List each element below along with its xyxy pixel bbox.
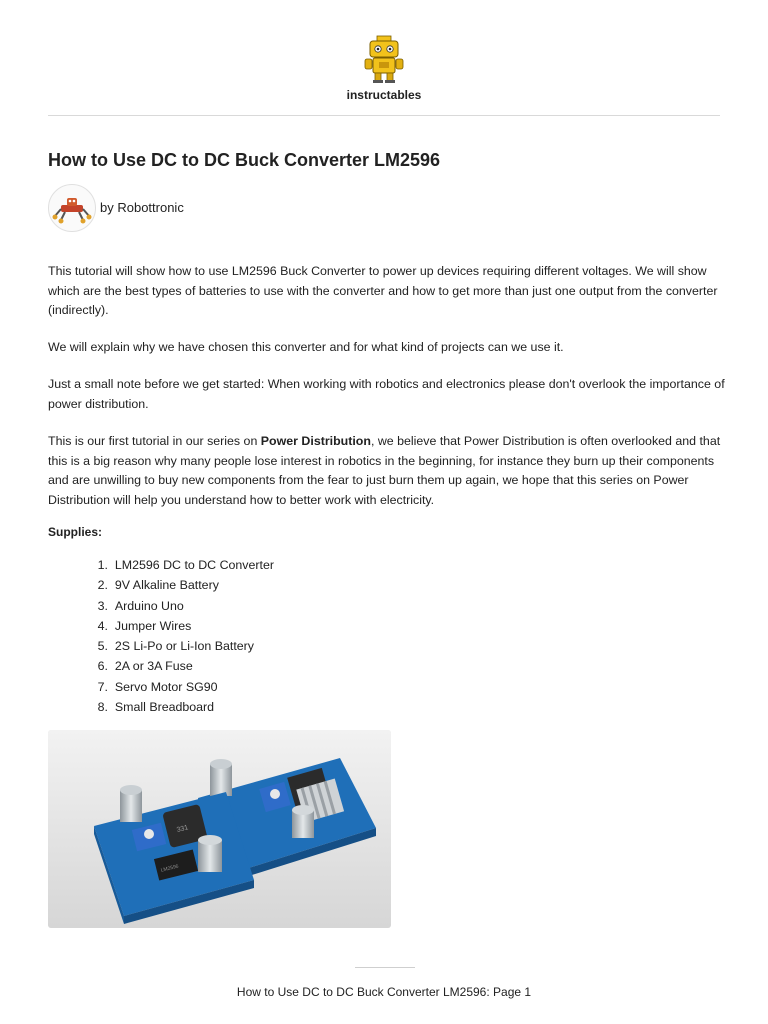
- list-item-text: Jumper Wires: [114, 618, 192, 633]
- list-item-text: Arduino Uno: [114, 598, 184, 613]
- paragraph-series-text-start: This is our first tutorial in our series on: [48, 434, 261, 448]
- paragraph-power-note: Just a small note before we get started: When working with robotics and electronics please don't overlook the importance of power distribution.: [48, 377, 725, 411]
- supplies-list: [48, 555, 274, 717]
- power-distribution-emphasis: Power Distribution: [260, 434, 371, 448]
- list-item: [48, 555, 274, 575]
- list-item-number: 1.: [97, 558, 108, 572]
- list-item-number: 4.: [97, 618, 108, 633]
- buck-converter-photo[interactable]: [48, 730, 391, 928]
- list-item-text: 9V Alkaline Battery: [114, 578, 219, 593]
- list-item: [48, 616, 274, 636]
- list-item: [48, 677, 274, 697]
- page-title: How to Use DC to DC Buck Converter LM2596: [48, 150, 441, 170]
- list-item: [48, 596, 274, 616]
- footer-divider: [355, 967, 415, 968]
- list-item-number: 3.: [97, 598, 108, 613]
- intro-paragraph: This tutorial will show how to use LM2596 Buck Converter to power up devices requiring different voltages. We will show which are the best types of batteries to use with the converter and how to get more than just one output from the converter (indirectly).: [48, 264, 718, 317]
- svg-text:331: 331: [176, 824, 190, 834]
- list-item-number: 8.: [97, 700, 108, 715]
- supplies-heading: Supplies:: [48, 525, 103, 539]
- site-logo-text[interactable]: instructables: [346, 88, 422, 102]
- robot-avatar-icon: [49, 185, 95, 231]
- list-item-text: 2A or 3A Fuse: [114, 659, 193, 674]
- list-item-text: 2S Li-Po or Li-Ion Battery: [114, 639, 255, 654]
- list-item: [48, 575, 274, 595]
- paragraph-series-intro: [48, 432, 728, 510]
- list-item-text: Servo Motor SG90: [114, 679, 218, 694]
- header-divider: [48, 115, 720, 116]
- list-item-number: 5.: [97, 639, 108, 654]
- list-item: [48, 636, 274, 656]
- list-item-text: LM2596 DC to DC Converter: [114, 558, 274, 572]
- author-avatar[interactable]: [48, 184, 96, 232]
- list-item: [48, 697, 274, 717]
- paragraph-why-converter: We will explain why we have chosen this converter and for what kind of projects can we use it.: [48, 340, 564, 354]
- instructables-robot-logo-icon[interactable]: [362, 34, 406, 84]
- author-byline[interactable]: by Robottronic: [100, 200, 184, 215]
- list-item-number: 7.: [97, 679, 108, 694]
- list-item: [48, 656, 274, 676]
- list-item-number: 6.: [97, 659, 108, 674]
- lm2596-modules-illustration: [48, 730, 391, 928]
- page-footer-label: How to Use DC to DC Buck Converter LM2596: Page 1: [236, 985, 532, 999]
- list-item-number: 2.: [97, 578, 108, 593]
- paragraph-series-text-end: , we believe that Power Distribution is often overlooked and that this is a big reason why many people lose interest in robotics in the beginning, for instance they burn up their components and are unwilling to buy new components from the fear to just burn them up again, we hope that this series on Power Distribution will help you understand how to better work with electricity.: [48, 434, 721, 507]
- chip-label: LM2596: [160, 863, 180, 874]
- list-item-text: Small Breadboard: [114, 700, 215, 715]
- site-header: [0, 0, 768, 116]
